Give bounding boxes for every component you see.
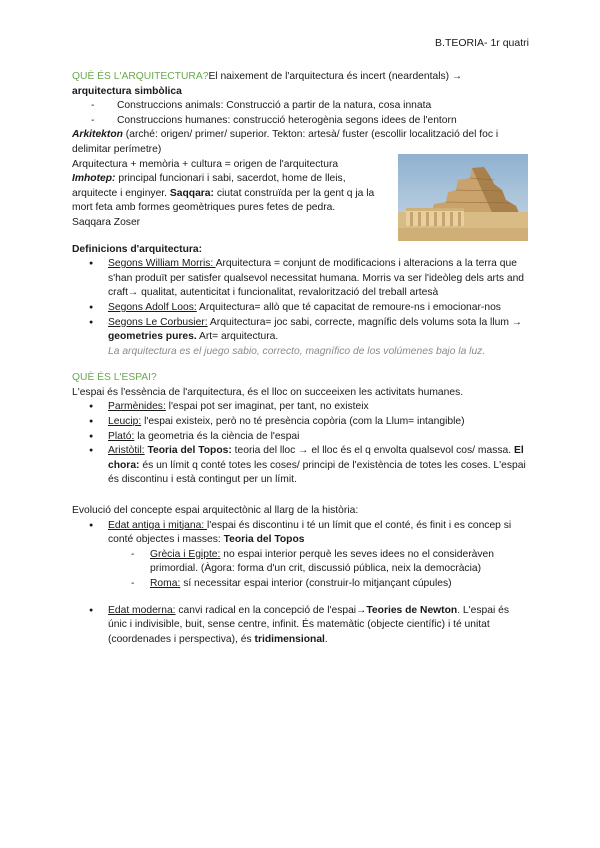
philosopher-plato: ● Plató: la geometria és la ciència de l'espai — [72, 430, 530, 445]
le-corbusier-quote: La arquitectura es el juego sabio, correcto, magnífico de los volúmenes bajo la luz. — [108, 345, 486, 357]
era-moderna: ● Edat moderna: canvi radical en la concepció de l'espai→Teories de Newton. L'espai és únic i indivisible, buit, sense centre, infinit. És matemàtic (objecte científic) i té unitat (coordenades i perspectiva), és tridimensional. — [72, 604, 530, 648]
list-item: - Construccions humanes: construcció heterogènia segons idees de l'entorn — [72, 114, 530, 129]
espai-intro: L'espai és l'essència de l'arquitectura, és el lloc on succeeixen les activitats humanes. — [72, 386, 464, 398]
arkitekton-paragraph: Arkitekton (arché: origen/ primer/ superior. Tekton: artesà/ fuster (escollir localització del foc i delimitar perímetre) — [72, 129, 499, 155]
definition-morris: ● Segons William Morris: Arquitectura = conjunt de modificacions i alteracions a la terra que s'han produït per satisfer qualsevol necessitat humana. Morris va ser l'ideòleg dels arts and craft→ qualitat, autenticitat i funcionalitat, revalorització del treball artesà — [72, 257, 530, 301]
formula-line: Arquitectura + memòria + cultura = origen de l'arquitectura — [72, 158, 339, 170]
evolution-intro: Evolució del concepte espai arquitectònic al llarg de la història: — [72, 505, 359, 517]
philosopher-parmenides: ● Parmènides: l'espai pot ser imaginat, per tant, no existeix — [72, 400, 530, 415]
definition-le-corbusier: ● Segons Le Corbusier: Arquitectura= joc sabi, correcte, magnífic dels volums sota la llum → geometries pures. Art= arquitectura. — [72, 316, 530, 345]
definition-loos: ● Segons Adolf Loos: Arquitectura= allò que té capacitat de remoure-ns i emocionar-nos — [72, 301, 530, 316]
section-title-espai: QUÈ ÉS L'ESPAI? — [72, 372, 157, 384]
sub-item-grecia-egipte: - Grècia i Egipte: no espai interior perquè les seves idees no el consideràven primordial. (Àgora: forma d'un crit, discussió pública, neix la democràcia) — [72, 548, 530, 577]
page-header: B.TEORIA- 1r quatri — [435, 37, 529, 49]
era-antiga-mitjana: ● Edat antiga i mitjana: l'espai és discontinu i té un límit que el conté, és finit i es concep si conté objectes i masses: Teoria del Topos — [72, 519, 530, 548]
section-arquitectura-intro: QUÈ ÉS L'ARQUITECTURA?El naixement de l'arquitectura és incert (neardentals) → arquitectura simbòlica — [72, 71, 463, 97]
sub-item-roma: - Roma: sí necessitar espai interior (construir-lo mitjançant cúpules) — [72, 577, 530, 592]
section-title-arquitectura: QUÈ ÉS L'ARQUITECTURA? — [72, 71, 209, 82]
philosopher-aristotil: ● Aristòtil: Teoria del Topos: teoria del lloc → el lloc és el q envolta qualsevol cos/ massa. El chora: és un límit q conté totes les coses/ principi de l'existència de totes les coses. L'espai és discontinu i està contingut per un límit. — [72, 444, 530, 488]
document-body — [72, 70, 530, 647]
saqqara-line: Saqqara Zoser — [72, 216, 141, 228]
definitions-title: Definicions d'arquitectura: — [72, 243, 203, 255]
philosopher-leucip: ● Leucip: l'espai existeix, però no té presència copòria (com la Llum= intangible) — [72, 415, 530, 430]
imhotep-paragraph: Imhotep: principal funcionari i sabi, sacerdot, home de lleis, arquitecte i enginyer. Saqqara: ciutat construïda per la gent q ja la mort feta amb formes geomètriques pures fetes de pedra. — [72, 173, 375, 214]
list-item: - Construccions animals: Construcció a partir de la natura, cosa innata — [72, 99, 530, 114]
